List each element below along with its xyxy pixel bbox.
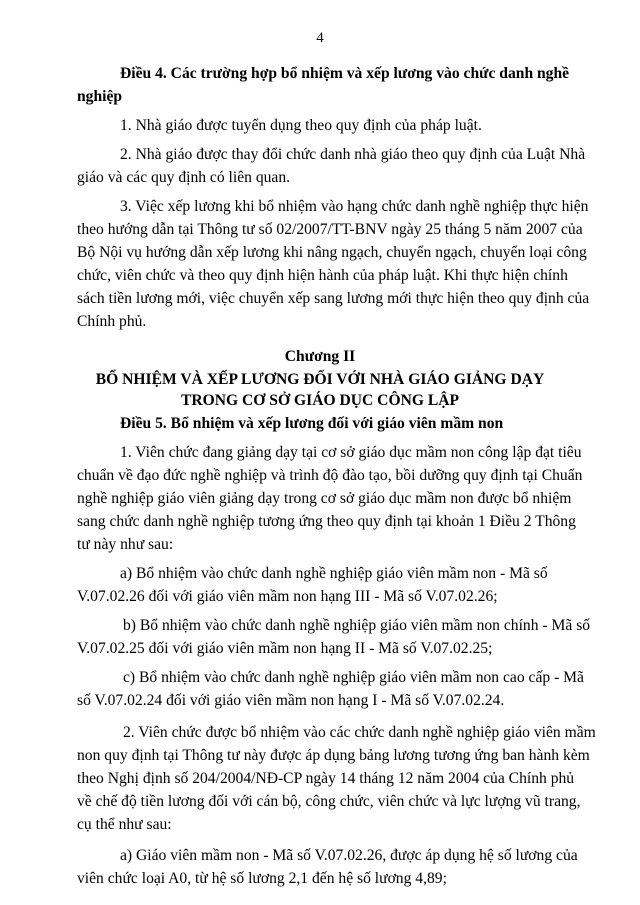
- article-5-clause-2: 2. Viên chức được bổ nhiệm vào các chức danh nghề nghiệp giáo viên mầm: [123, 724, 596, 741]
- article-5-clause-1-cont: nghề nghiệp giáo viên giảng dạy trong cơ sở giáo dục mầm non được bổ nhiệm: [77, 490, 572, 507]
- article-4-clause-3-cont: sách tiền lương mới, việc chuyển xếp sang lương mới thực hiện theo quy định của: [77, 290, 590, 307]
- article-5-clause-2-cont: về chế độ tiền lương đối với cán bộ, công chức, viên chức và lực lượng vũ trang,: [77, 793, 581, 810]
- article-4-clause-3-cont: chức, viên chức và theo quy định hiện hành của pháp luật. Khi thực hiện chính: [77, 267, 568, 284]
- article-4-clause-3-cont: Bộ Nội vụ hướng dẫn xếp lương khi nâng ngạch, chuyển ngạch, chuyển loại công: [77, 244, 587, 261]
- article-5-point-b: b) Bổ nhiệm vào chức danh nghề nghiệp giáo viên mầm non chính - Mã số: [123, 617, 591, 634]
- chapter-title: BỔ NHIỆM VÀ XẾP LƯƠNG ĐỐI VỚI NHÀ GIÁO GIẢNG DẠY: [95, 371, 545, 388]
- article-5-point-a-cont: V.07.02.26 đối với giáo viên mầm non hạng III - Mã số V.07.02.26;: [77, 588, 498, 605]
- article-5-clause-1: 1. Viên chức đang giảng dạy tại cơ sở giáo dục mầm non công lập đạt tiêu: [120, 444, 582, 461]
- article-4-clause-2-cont: giáo và các quy định có liên quan.: [77, 169, 291, 186]
- article-5-point-b-cont: V.07.02.25 đối với giáo viên mầm non hạng II - Mã số V.07.02.25;: [77, 640, 493, 657]
- article-5-clause-2-cont: non quy định tại Thông tư này được áp dụng bảng lương tương ứng ban hành kèm: [77, 747, 590, 764]
- article-5-clause-2-point-a-cont: viên chức loại A0, từ hệ số lương 2,1 đến hệ số lương 4,89;: [77, 870, 447, 887]
- article-5-heading: Điều 5. Bổ nhiệm và xếp lương đối với giáo viên mầm non: [120, 415, 504, 432]
- article-5-point-a: a) Bổ nhiệm vào chức danh nghề nghiệp giáo viên mầm non - Mã số: [120, 565, 548, 582]
- article-5-clause-1-cont: tư này như sau:: [77, 536, 174, 553]
- article-4-clause-1: 1. Nhà giáo được tuyển dụng theo quy định của pháp luật.: [120, 117, 482, 134]
- chapter-label: Chương II: [284, 348, 356, 365]
- article-5-clause-1-cont: sang chức danh nghề nghiệp tương ứng theo quy định tại khoản 1 Điều 2 Thông: [77, 513, 576, 530]
- article-4-clause-3: 3. Việc xếp lương khi bổ nhiệm vào hạng chức danh nghề nghiệp thực hiện: [120, 198, 589, 215]
- article-4-clause-3-cont: Chính phủ.: [77, 313, 147, 330]
- article-5-clause-2-cont: cụ thể như sau:: [77, 816, 172, 833]
- article-4-clause-2: 2. Nhà giáo được thay đổi chức danh nhà giáo theo quy định của Luật Nhà: [120, 146, 586, 163]
- article-4-clause-3-cont: theo hướng dẫn tại Thông tư số 02/2007/TT-BNV ngày 25 tháng 5 năm 2007 của: [77, 221, 583, 238]
- article-5-clause-2-cont: theo Nghị định số 204/2004/NĐ-CP ngày 14 tháng 12 năm 2004 của Chính phủ: [77, 770, 575, 787]
- chapter-title-cont: TRONG CƠ SỞ GIÁO DỤC CÔNG LẬP: [180, 392, 460, 409]
- article-5-point-c-cont: số V.07.02.24 đối với giáo viên mầm non hạng I - Mã số V.07.02.24.: [77, 692, 505, 709]
- article-5-point-c: c) Bổ nhiệm vào chức danh nghề nghiệp giáo viên mầm non cao cấp - Mã: [123, 669, 584, 686]
- article-5-clause-1-cont: chuẩn về đạo đức nghề nghiệp và trình độ đào tạo, bồi dưỡng quy định tại Chuẩn: [77, 467, 583, 484]
- article-4-heading-cont: nghiệp: [77, 88, 123, 105]
- article-5-clause-2-point-a: a) Giáo viên mầm non - Mã số V.07.02.26, được áp dụng hệ số lương của: [120, 847, 578, 864]
- article-4-heading: Điều 4. Các trường hợp bổ nhiệm và xếp lương vào chức danh nghề: [120, 65, 570, 82]
- page-number: 4: [316, 30, 324, 46]
